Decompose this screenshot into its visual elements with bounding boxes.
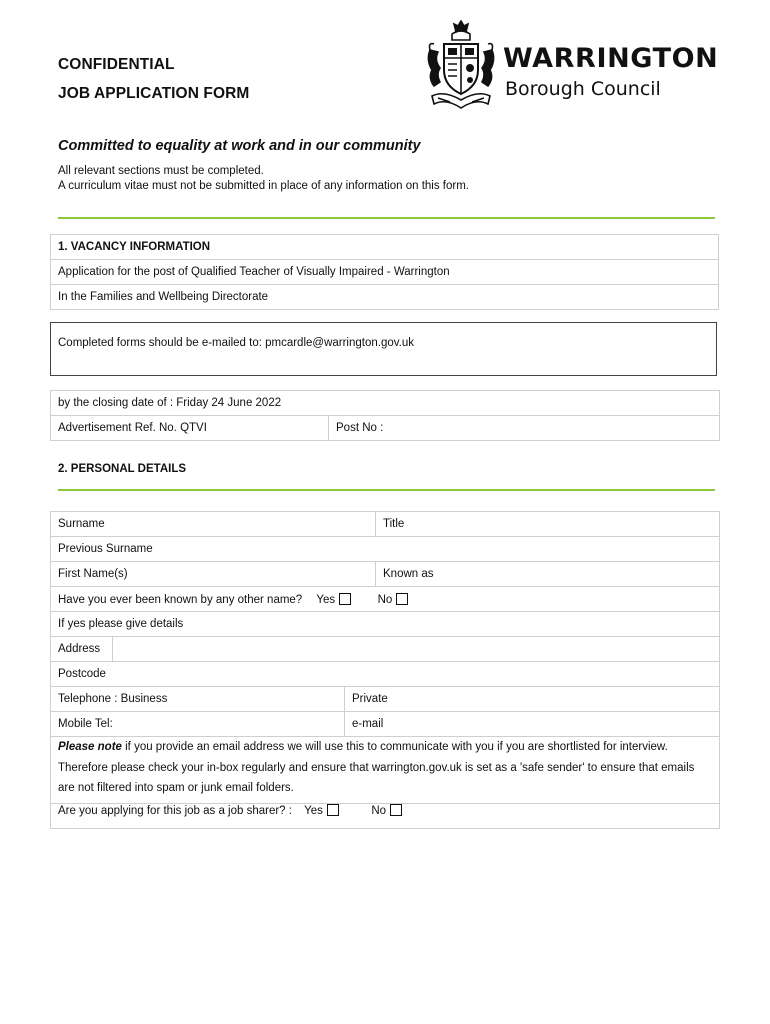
section-heading: 2. PERSONAL DETAILS xyxy=(58,463,187,475)
closing-date-table xyxy=(50,390,720,441)
telephone-business-field[interactable]: Telephone : Business xyxy=(51,687,345,712)
email-instruction-text: Completed forms should be e-mailed to: pmcardle@warrington.gov.uk xyxy=(58,337,414,349)
email-note xyxy=(51,737,720,804)
mobile-field[interactable]: Mobile Tel: xyxy=(51,712,345,737)
address-field[interactable] xyxy=(113,637,720,662)
form-title: JOB APPLICATION FORM xyxy=(58,85,250,102)
other-name-no-label: No xyxy=(377,593,393,606)
instruction-line-1: All relevant sections must be completed. xyxy=(58,165,264,177)
job-share-question-text: Are you applying for this job as a job sharer? : xyxy=(58,804,292,817)
telephone-private-field[interactable]: Private xyxy=(345,687,720,712)
job-share-no-label: No xyxy=(371,804,387,817)
commitment-heading: Committed to equality at work and in our community xyxy=(58,138,421,154)
section-divider xyxy=(58,489,715,491)
coat-of-arms-crest-icon xyxy=(424,20,498,110)
job-share-yes-checkbox[interactable] xyxy=(327,804,339,816)
confidential-label: CONFIDENTIAL xyxy=(58,56,175,73)
note-text: if you provide an email address we will use this to communicate with you if you are shortlisted for interview. Therefore please check your in-box regularly and ensure that warrington.gov.uk is set as a 'safe sender' to ensure that emails are not filtered into spam or junk email folders. xyxy=(58,741,695,794)
instruction-line-2: A curriculum vitae must not be submitted in place of any information on this form. xyxy=(58,180,469,192)
job-share-yes-label: Yes xyxy=(304,804,323,817)
first-names-field[interactable]: First Name(s) xyxy=(51,562,376,587)
other-name-question-text: Have you ever been known by any other name? xyxy=(58,593,303,606)
previous-surname-field[interactable]: Previous Surname xyxy=(51,537,720,562)
note-label: Please note xyxy=(58,741,122,753)
personal-details-table xyxy=(50,511,720,829)
vacancy-information-table xyxy=(50,234,719,310)
other-name-details-field[interactable]: If yes please give details xyxy=(51,612,720,637)
known-as-field[interactable]: Known as xyxy=(376,562,720,587)
postcode-field[interactable]: Postcode xyxy=(51,662,720,687)
other-name-yes-label: Yes xyxy=(316,593,336,606)
surname-field[interactable]: Surname xyxy=(51,512,376,537)
post-no-field[interactable]: Post No : xyxy=(329,416,720,441)
email-instruction-box xyxy=(50,322,717,376)
closing-date: by the closing date of : Friday 24 June 2022 xyxy=(51,391,720,416)
logo-subtitle: Borough Council xyxy=(505,78,661,100)
job-share-no-checkbox[interactable] xyxy=(390,804,402,816)
section-divider xyxy=(58,217,715,219)
vacancy-directorate: In the Families and Wellbeing Directorate xyxy=(51,285,719,310)
other-name-question xyxy=(51,587,720,612)
address-label: Address xyxy=(51,637,113,662)
vacancy-post: Application for the post of Qualified Teacher of Visually Impaired - Warrington xyxy=(51,260,719,285)
title-field[interactable]: Title xyxy=(376,512,720,537)
email-field[interactable]: e-mail xyxy=(345,712,720,737)
other-name-no-checkbox[interactable] xyxy=(396,593,408,605)
advert-ref: Advertisement Ref. No. QTVI xyxy=(51,416,329,441)
job-share-question xyxy=(51,803,720,828)
other-name-yes-checkbox[interactable] xyxy=(339,593,351,605)
section-heading: 1. VACANCY INFORMATION xyxy=(51,235,719,260)
logo-wordmark: WARRINGTON xyxy=(503,43,719,74)
